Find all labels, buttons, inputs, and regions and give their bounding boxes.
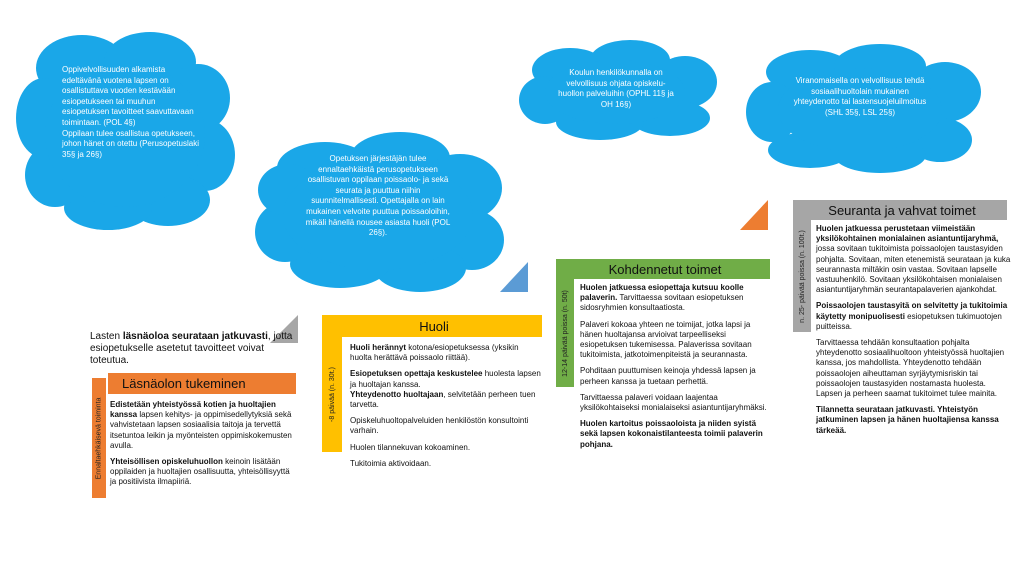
stage-4-p2-text: esiopetuksen tukimuotojen puitteissa. [816, 311, 1002, 331]
stage-3-p1 [580, 283, 768, 314]
intro-pre: Lasten [90, 331, 123, 342]
stage-1-p2 [110, 457, 292, 488]
cloud-1-line-1: Oppivelvollisuuden alkamista edeltävänä vuotena lapsen on osallistuttava vuoden kestävään esiopetukseen tai muuhun esiopetuksen tavoitteet saavuttavaan toimintaan. (POL 4§) [62, 65, 194, 127]
stage-3-p4: Tarvittaessa palaveri voidaan laajentaa yksilökohtaiseksi monialaiseksi asiantuntijaryhmäksi. [580, 392, 767, 413]
stage-3-title: Kohdennetut toimet [608, 261, 722, 277]
stage-4-p3: Tarvittaessa tehdään konsultaation pohjalta yhteydenotto sosiaalihuoltoon yhteistyössä huoltajien kanssa, jos mahdollista. Yhteydenotto tehdään poissaolojen aiheuttaman syrjäytymisriskin tai poissaolojen taustasyiden nostamasta huolesta. Lapsen ja perheen saamat tukitoimet tulee mainita. [816, 338, 1005, 399]
stage-4-p2 [816, 301, 1012, 332]
cloud-1-line-2: Oppilaan tulee osallistua opetukseen, johon hänet on otettu (Perusopetuslaki 35§ ja 26§) [62, 128, 199, 159]
stage-3-header [556, 259, 770, 279]
stage-2-p4: Opiskeluhuoltopalveluiden henkilöstön konsultointi varhain. [350, 416, 529, 436]
stage-2-p5: Huolen tilannekuvan kokoaminen. [350, 442, 471, 452]
stage-2-p6: Tukitoimia aktivoidaan. [350, 458, 432, 468]
stage-2-p3-bold: Yhteydenotto huoltajaan [350, 389, 444, 399]
stage-3-p5 [580, 419, 768, 450]
intro-text [90, 331, 300, 367]
intro-bold: läsnäoloa seurataan jatkuvasti [122, 331, 268, 342]
stage-2-sidebar [322, 337, 342, 452]
stage-3-p1-bold: Huolen jatkuessa esiopettaja kutsuu koolle palaverin. [580, 283, 744, 303]
stage-3-p5-bold: Huolen kartoitus poissaoloista ja niiden syistä sekä lapsen kokonaistilanteesta toimii palaverin pohjana. [580, 419, 763, 449]
stage-3-p3: Pohditaan puuttumisen keinoja yhdessä lapsen ja perheen kanssa ja tuetaan perhettä. [580, 366, 756, 386]
cloud-text-1 [62, 65, 204, 160]
stage-4-p4 [816, 405, 1012, 436]
cloud-text-3 [556, 68, 676, 110]
stage-2-body [350, 343, 542, 475]
stage-2-p1 [350, 343, 542, 363]
cloud-text-2 [302, 154, 454, 239]
stage-4-p2-bold: Poissaolojen taustasyitä on selvitetty ja tukitoimia käytetty monipuolisesti [816, 301, 1008, 321]
cloud-4-line-1: Viranomaisella on velvollisuus tehdä sosiaalihuoltolain mukainen yhteydenotto tai lastensuojeluilmoitus (SHL 35§, LSL 25§) [793, 76, 927, 117]
stage-1-p1 [110, 400, 292, 451]
stage-1-p2-text: keinoin lisätään oppilaiden ja huoltajien osallisuutta, yhteisöllisyyttä ja positiivista ilmapiiriä. [110, 457, 290, 487]
stage-2-p2-text: huolesta lapsen ja huoltajan kanssa. [350, 369, 541, 389]
stage-3-p2: Palaveri kokoaa yhteen ne toimijat, jotka lapsi ja hänen huoltajansa arvioivat tarpeelliseksi esiopetuksen tukemisessa. Palaverissa sovitaan tukitoimista, jatkotoimenpiteistä ja seurannasta. [580, 319, 752, 360]
stage-2-p2-bold: Esiopetuksen opettaja keskustelee [350, 369, 483, 379]
stage-1-body [110, 400, 292, 494]
stage-2-p1-bold: Huoli herännyt [350, 343, 407, 352]
stage-3-side-label: 12-14 päivää poissa (n. 50t) [561, 289, 569, 377]
stage-1-header [108, 373, 296, 394]
triangle-orange-icon [740, 200, 768, 230]
stage-4-header [793, 200, 1007, 220]
stage-1-p1-bold: Edistetään yhteistyössä kotien ja huoltajien kanssa [110, 400, 276, 420]
stage-2-header [322, 315, 542, 337]
stage-2-title: Huoli [419, 318, 449, 334]
stage-2-p1-text: kotona/esiopetuksessa (yksikin huolta herättävä poissaolo riittää). [350, 343, 519, 363]
stage-4-title: Seuranta ja vahvat toimet [828, 202, 976, 218]
cloud-3-line-1: Koulun henkilökunnalla on velvollisuus ohjata opiskelu-huollon palveluihin (OPHL 11§ ja OH 16§) [558, 68, 674, 109]
stage-4-side-label: n. 25- päivää poissa (n. 100t.) [798, 229, 806, 323]
cloud-text-4 [790, 76, 930, 118]
stage-4-sidebar [793, 220, 811, 332]
stage-4-p1 [816, 224, 1012, 295]
stage-1-title: Läsnäolon tukeminen [122, 376, 246, 391]
intro-post: , jotta esiopetukselle asetetut tavoitteet voivat toteutua. [90, 331, 293, 366]
cloud-2-line-1: Opetuksen järjestäjän tulee ennaltaehkäistä perusopetukseen osallistuvan oppilaan poissaolo- ja sekä seurata ja puuttua niihin suunnitelmallisesti. Opettajalla on lain mukainen velvoite puuttua poissaoloihin, mikäli hänellä nousee asiasta huoli (POL 26§). [305, 154, 451, 238]
stage-2-p2 [350, 369, 542, 410]
stage-4-p4-bold: Tilannetta seurataan jatkuvasti. Yhteistyön jatkuminen lapsen ja hänen huoltajiensa kanssa tärkeää. [816, 405, 999, 435]
stage-3-body [580, 283, 768, 456]
stage-1-p2-bold: Yhteisöllisen opiskeluhuollon [110, 457, 223, 467]
stage-3-p1-text: Tarvittaessa sovitaan esiopetuksen sidosryhmien konsultaatiosta. [580, 293, 744, 313]
stage-4-p1-text: jossa sovitaan tukitoimista poissaolojen taustasyiden pohjalta. Sovitaan, miten etenemistä seurataan ja kuka seurannasta miltäkin osin vastaa. Sovitaan lapselle vastuuhenkilö. Sovitaan yksilökohtaisen monialaisen asiantuntijaryhmän seurantapalaverien ajankohdat. [816, 244, 1011, 295]
triangle-blue-icon [500, 262, 528, 292]
stage-2-p3-text: , selvitetään perheen tuen tarvetta. [350, 389, 536, 410]
stage-2-side-label: -8 päivää (n. 30t.) [328, 367, 336, 422]
stage-1-side-label: Ennaltaehkäisevä toiminta [95, 397, 103, 479]
stage-3-sidebar [556, 279, 574, 387]
stage-1-p1-text: lapsen kehitys- ja oppimisedellytyksiä sekä vahvistetaan lapsen sosiaalisia taitoja ja tervettä itsetuntoa leikin ja myönteisten oppimiskokemusten avulla. [110, 410, 292, 450]
stage-1-sidebar [92, 378, 106, 498]
stage-4-p1-bold: Huolen jatkuessa perustetaan viimeistään yksilökohtainen monialainen asiantuntijaryhmä, [816, 224, 999, 244]
stage-4-body [816, 224, 1012, 442]
